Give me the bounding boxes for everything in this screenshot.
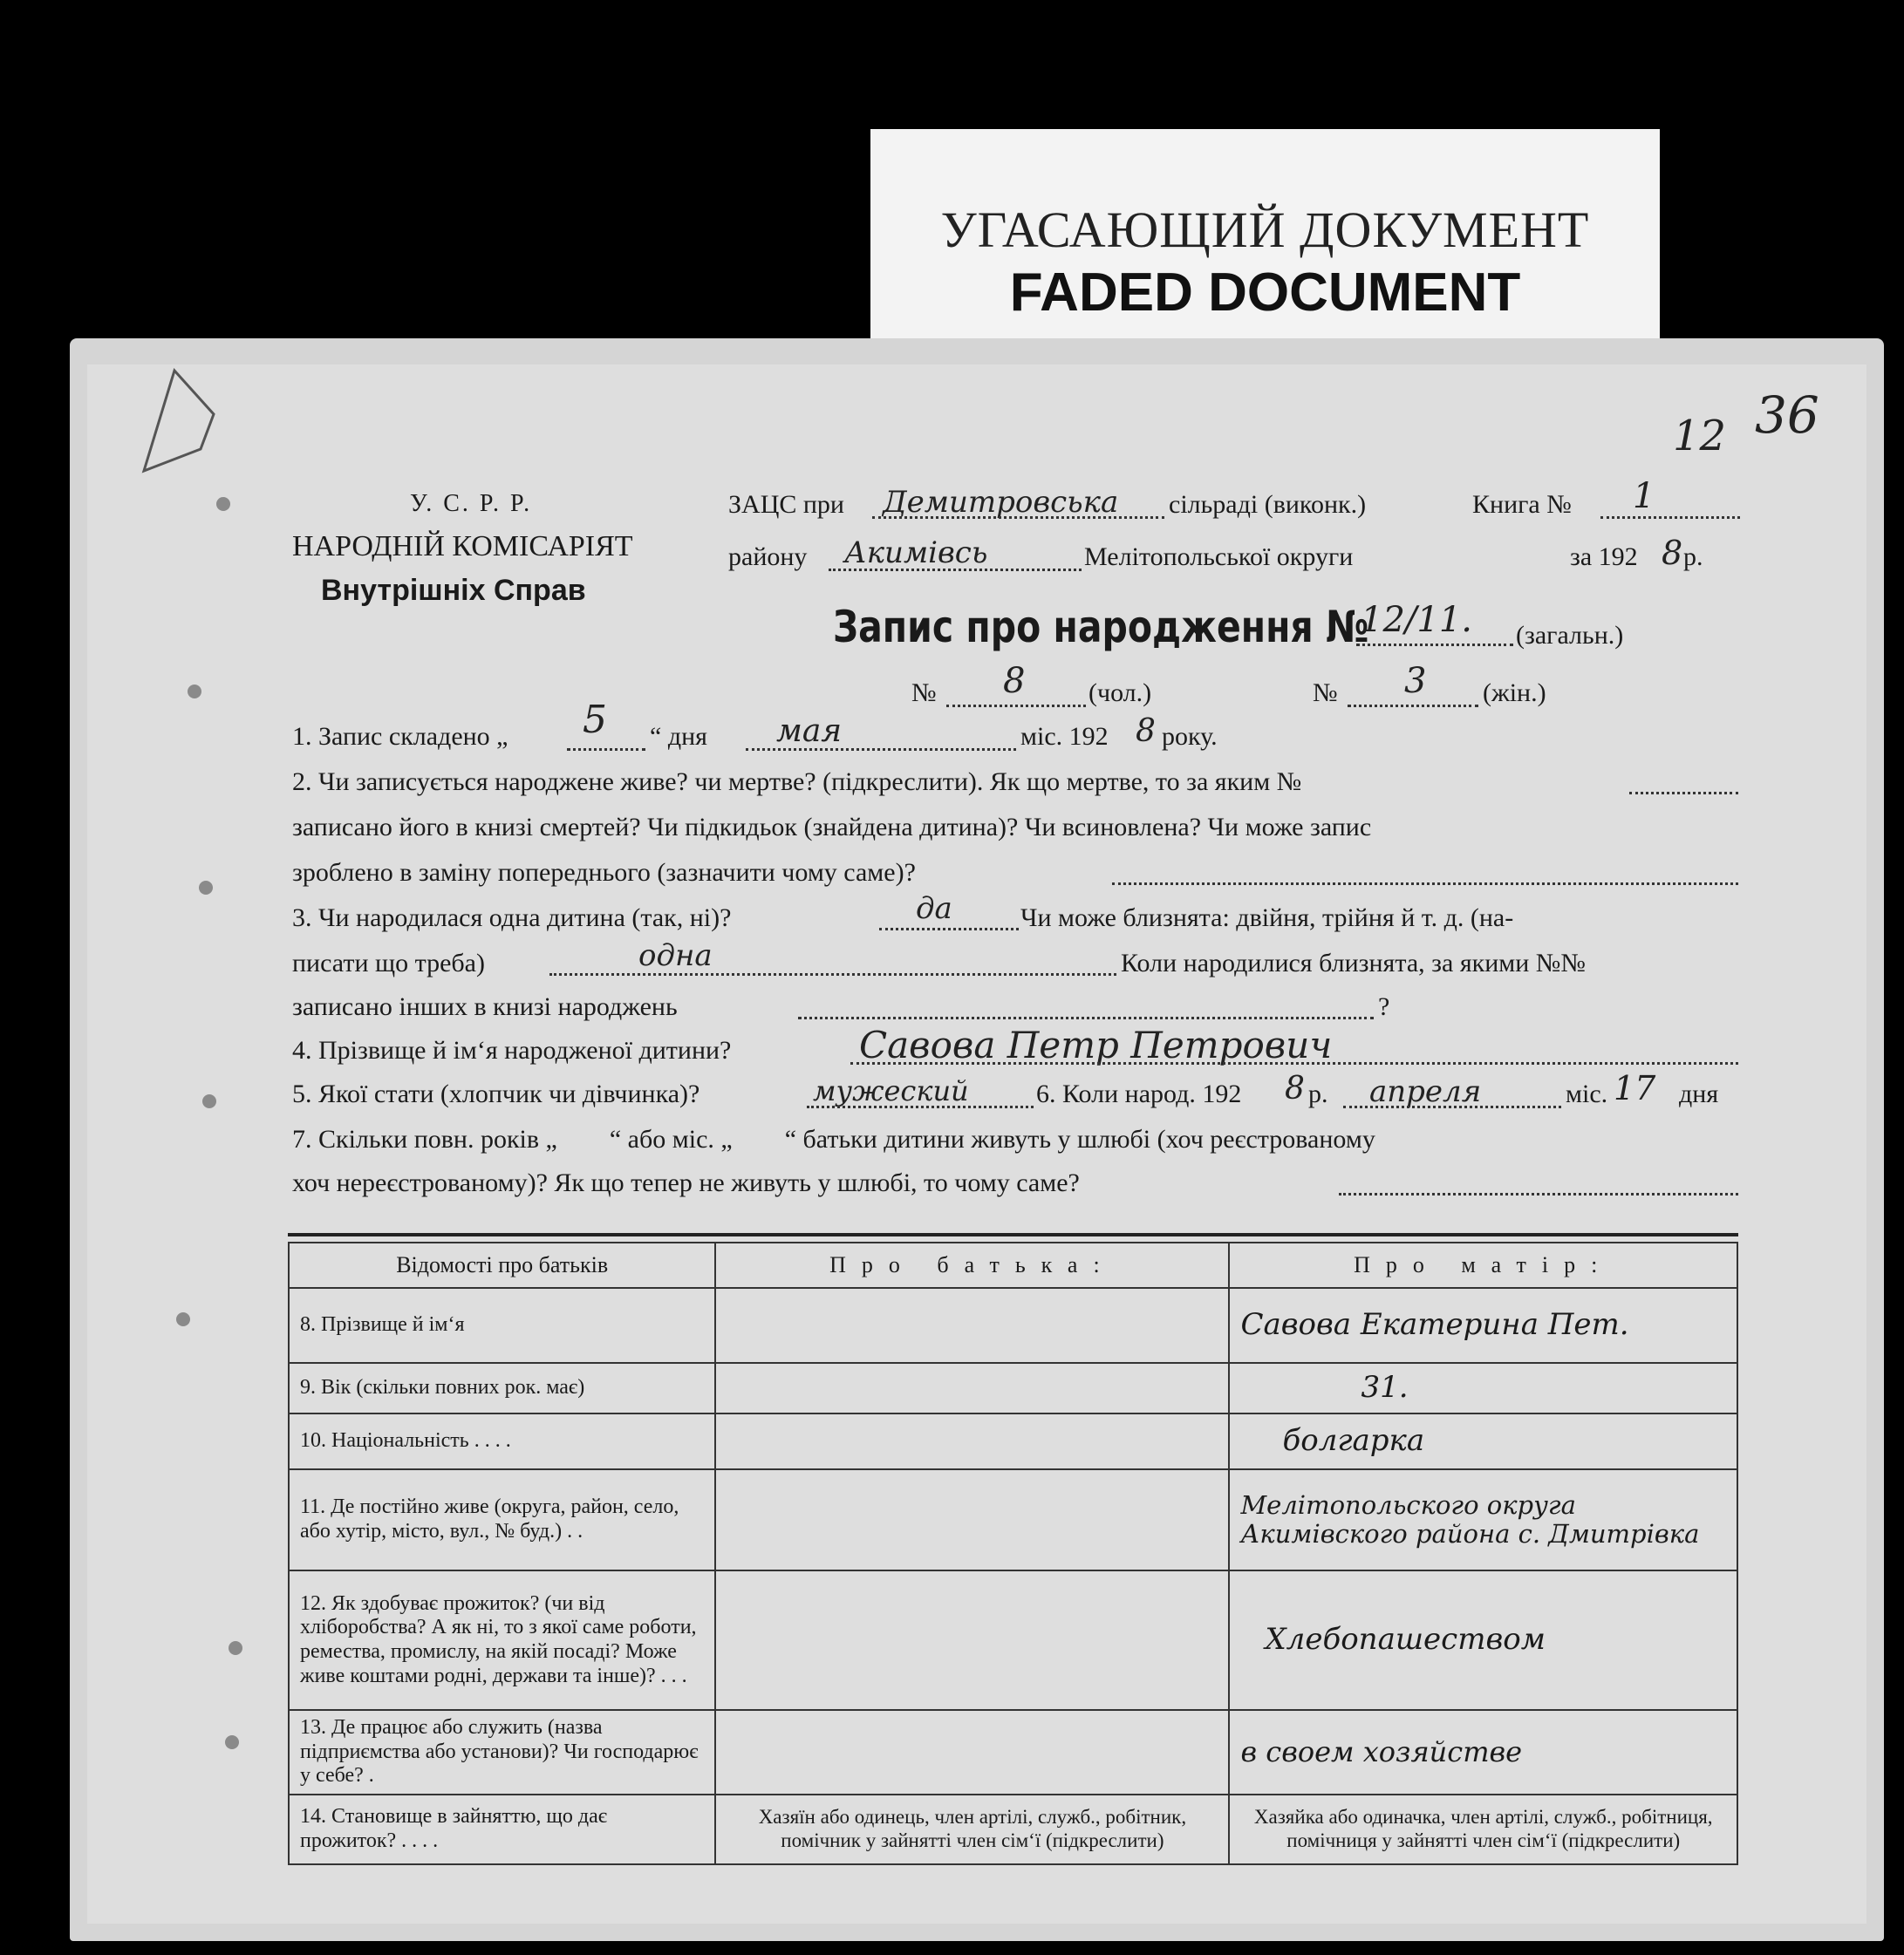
year-label: за 192 bbox=[1570, 542, 1638, 571]
fill-line bbox=[872, 516, 1164, 519]
q1-year-handwriting: 8 bbox=[1136, 713, 1156, 749]
binding-hole bbox=[176, 1312, 190, 1326]
book-number-handwriting: 1 bbox=[1633, 476, 1655, 516]
fill-line bbox=[946, 705, 1086, 707]
q2-line-2: записано його в книзі смертей? Чи підкидьок (знайдена дитина)? Чи всиновлена? Чи може запис bbox=[292, 813, 1372, 841]
folded-corner-icon bbox=[140, 366, 218, 480]
mother-workplace-handwriting: в своем хозяйстве bbox=[1229, 1710, 1737, 1795]
child-name-handwriting: Савова Петр Петрович bbox=[859, 1024, 1333, 1066]
male-number-label: № bbox=[911, 678, 937, 707]
fill-line bbox=[829, 569, 1082, 571]
q1-day-label: “ дня bbox=[650, 722, 707, 751]
fill-line bbox=[879, 928, 1019, 930]
q3-line-2a: писати що треба) bbox=[292, 949, 485, 978]
q6-year-suffix: р. bbox=[1308, 1080, 1328, 1108]
birth-month-handwriting: апреля bbox=[1369, 1074, 1482, 1109]
q2-line-1: 2. Чи записується народжене живе? чи мертве? (підкреслити). Як що мертве, то за яким № bbox=[292, 767, 1302, 796]
table-row bbox=[289, 1570, 1737, 1710]
mother-residence-handwriting: Мелітопольского округа Акимівского района с. Дмитрівка bbox=[1229, 1469, 1737, 1570]
q6-month-label: міс. bbox=[1566, 1080, 1608, 1108]
parents-table bbox=[288, 1242, 1738, 1865]
q2-line-3: зроблено в заміну попереднього (зазначити чому саме)? bbox=[292, 858, 916, 887]
mother-name-handwriting: Савова Екатерина Пет. bbox=[1229, 1288, 1737, 1363]
binding-hole bbox=[188, 685, 201, 698]
q1-day-handwriting: 5 bbox=[583, 698, 607, 742]
q1-month-handwriting: мая bbox=[776, 713, 843, 749]
row-label: 8. Прізвище й ім‘я bbox=[289, 1288, 715, 1363]
q3-answer-2-handwriting: одна bbox=[638, 938, 713, 973]
father-value bbox=[715, 1363, 1229, 1413]
fill-line bbox=[1356, 644, 1513, 646]
row-label: 9. Вік (скільки повних рок. має) bbox=[289, 1363, 715, 1413]
q3-line-3a: записано інших в книзі народжень bbox=[292, 992, 678, 1021]
rayon-prefix: району bbox=[728, 542, 808, 571]
column-header-info: Відомості про батьків bbox=[289, 1243, 715, 1288]
mother-employment-status: Хазяйка або одиначка, член артілі, служб., робітниця, помічниця у зайнятті член сім‘ї (підкреслити) bbox=[1229, 1795, 1737, 1864]
old-page-number: 12 bbox=[1673, 412, 1727, 460]
zags-suffix: сільраді (виконк.) bbox=[1169, 490, 1367, 519]
table-row bbox=[289, 1413, 1737, 1469]
father-value bbox=[715, 1570, 1229, 1710]
rayon-handwriting: Акимівсь bbox=[844, 535, 988, 570]
table-top-rule bbox=[288, 1233, 1738, 1236]
zags-prefix: ЗАЦС при bbox=[728, 490, 844, 519]
okruga-label: Мелітопольської округи bbox=[1084, 542, 1354, 571]
row-label: 12. Як здобуває прожиток? (чи від хліборобства? А як ні, то з якої саме роботи, ремества, промислу, на якій посаді? Може живе коштами родні, держави та інше)? . . . bbox=[289, 1570, 715, 1710]
book-label: Книга № bbox=[1472, 490, 1572, 519]
general-number-handwriting: 12/11. bbox=[1361, 600, 1472, 640]
year-suffix: р. bbox=[1683, 542, 1703, 571]
binding-hole bbox=[202, 1094, 216, 1108]
row-label: 13. Де працює або служить (назва підприємства або установи)? Чи господарює у себе? . bbox=[289, 1710, 715, 1795]
document-title: Запис про народження № bbox=[833, 602, 1369, 652]
fill-line bbox=[746, 748, 1016, 751]
table-header-row bbox=[289, 1243, 1737, 1288]
binding-hole bbox=[199, 881, 213, 895]
q7-line-1: 7. Скільки повн. років „ “ або міс. „ “ батьки дитини живуть у шлюбі (хоч реєстрованому bbox=[292, 1125, 1375, 1154]
q3-line-2b: Коли народилися близнята, за якими №№ bbox=[1121, 949, 1587, 978]
table-row bbox=[289, 1710, 1737, 1795]
banner-english-text: FADED DOCUMENT bbox=[1009, 262, 1521, 323]
female-number-label: № bbox=[1313, 678, 1338, 707]
fill-line bbox=[1112, 882, 1738, 885]
header-ussr: У. С. Р. Р. bbox=[410, 490, 533, 517]
village-council-handwriting: Демитровська bbox=[883, 485, 1119, 520]
q1-label: 1. Запис складено „ bbox=[292, 722, 508, 751]
table-row bbox=[289, 1363, 1737, 1413]
father-value bbox=[715, 1413, 1229, 1469]
female-number-handwriting: 3 bbox=[1404, 661, 1427, 701]
column-header-father: Про батька: bbox=[715, 1243, 1229, 1288]
q3-line-1b: Чи може близнята: двійня, трійня й т. д. (на- bbox=[1020, 903, 1514, 932]
page-number: 36 bbox=[1755, 385, 1819, 445]
father-value bbox=[715, 1469, 1229, 1570]
q6-day-label: дня bbox=[1679, 1080, 1719, 1108]
header-internal-affairs: Внутрішніх Справ bbox=[321, 574, 586, 607]
binding-hole bbox=[229, 1641, 242, 1655]
female-label: (жін.) bbox=[1483, 678, 1546, 707]
q3-line-1a: 3. Чи народилася одна дитина (так, ні)? bbox=[292, 903, 732, 932]
father-value bbox=[715, 1710, 1229, 1795]
fill-line bbox=[807, 1106, 1034, 1108]
fill-line bbox=[1600, 516, 1740, 519]
q4-label: 4. Прізвище й ім‘я народженої дитини? bbox=[292, 1036, 732, 1065]
q1-year-label: року. bbox=[1162, 722, 1218, 751]
fill-line bbox=[1339, 1193, 1738, 1195]
q1-month-label: міс. 192 bbox=[1020, 722, 1109, 751]
table-row bbox=[289, 1469, 1737, 1570]
faded-document-label bbox=[870, 129, 1660, 360]
general-label: (загальн.) bbox=[1516, 621, 1624, 650]
year-handwriting: 8 bbox=[1662, 534, 1683, 572]
fill-line bbox=[567, 748, 645, 751]
table-row bbox=[289, 1288, 1737, 1363]
q5-label: 5. Якої стати (хлопчик чи дівчинка)? bbox=[292, 1080, 700, 1108]
mother-occupation-handwriting: Хлебопашеством bbox=[1229, 1570, 1737, 1710]
row-label: 10. Національність . . . . bbox=[289, 1413, 715, 1469]
row-label: 11. Де постійно живе (округа, район, село, або хутір, місто, вул., № буд.) . . bbox=[289, 1469, 715, 1570]
fill-line bbox=[1629, 792, 1738, 794]
male-label: (чол.) bbox=[1088, 678, 1152, 707]
q3-line-3b: ? bbox=[1378, 992, 1390, 1021]
fill-line bbox=[1348, 705, 1478, 707]
column-header-mother: Про матір: bbox=[1229, 1243, 1737, 1288]
q7-line-2: хоч нереєстрованому)? Як що тепер не живуть у шлюбі, то чому саме? bbox=[292, 1168, 1080, 1197]
banner-russian-text: УГАСАЮЩИЙ ДОКУМЕНТ bbox=[940, 201, 1590, 258]
mother-nationality-handwriting: болгарка bbox=[1229, 1413, 1737, 1469]
row-label: 14. Становище в зайняттю, що дає прожиток? . . . . bbox=[289, 1795, 715, 1864]
binding-hole bbox=[225, 1735, 239, 1749]
fill-line bbox=[798, 1017, 1374, 1019]
father-value bbox=[715, 1288, 1229, 1363]
fill-line bbox=[1343, 1106, 1561, 1108]
q6-label: 6. Коли народ. 192 bbox=[1036, 1080, 1242, 1108]
birth-day-handwriting: 17 bbox=[1614, 1069, 1656, 1107]
table-row bbox=[289, 1795, 1737, 1864]
father-employment-status: Хазяїн або одинець, член артілі, служб., робітник, помічник у зайнятті член сім‘ї (підкреслити) bbox=[715, 1795, 1229, 1864]
header-commissariat: НАРОДНІЙ КОМІСАРІЯТ bbox=[292, 530, 633, 562]
male-number-handwriting: 8 bbox=[1003, 661, 1026, 701]
child-sex-handwriting: мужеский bbox=[813, 1074, 969, 1107]
birth-year-handwriting: 8 bbox=[1285, 1071, 1305, 1107]
mother-age-handwriting: 31. bbox=[1229, 1363, 1737, 1413]
fill-line bbox=[850, 1062, 1738, 1065]
fill-line bbox=[549, 973, 1116, 976]
q3-answer-1-handwriting: да bbox=[916, 891, 952, 926]
binding-hole bbox=[216, 497, 230, 511]
